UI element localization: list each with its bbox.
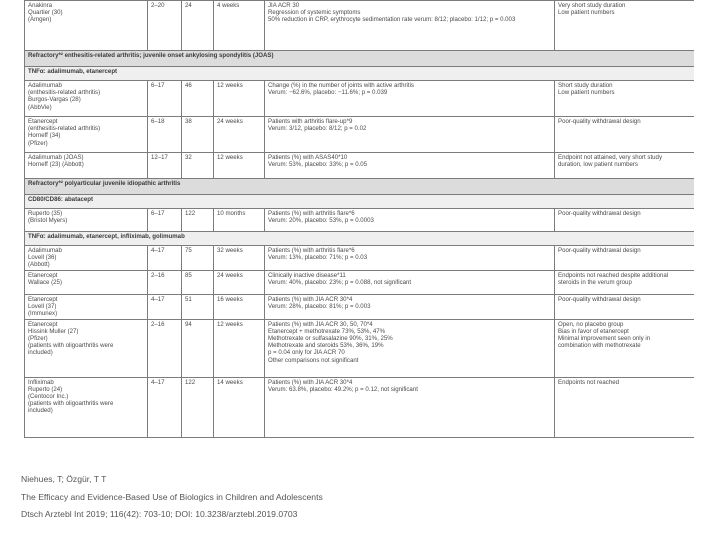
drug-line: Anakinra xyxy=(28,2,53,9)
endpoint-line: Patients (%) with JIA ACR 30*4 xyxy=(268,295,353,303)
citation-title: The Efficacy and Evidence-Based Use of Biologics in Children and Adolescents xyxy=(21,491,323,502)
remarks-line: Very short study duration xyxy=(558,2,626,9)
n-cell: 85 xyxy=(182,270,214,294)
remarks-line: Open, no placebo group xyxy=(558,320,624,328)
endpoint-line: Regression of systemic symptoms xyxy=(268,9,361,17)
duration-cell: 16 weeks xyxy=(214,294,265,319)
endpoint-cell xyxy=(265,81,555,117)
duration-cell: 24 weeks xyxy=(214,270,265,294)
age-cell: 4–17 xyxy=(148,246,182,271)
drug-line: (patients with oligoarthritis were xyxy=(28,400,114,408)
endpoint-line: Clinically inactive disease*11 xyxy=(268,271,346,279)
remarks-line: combination with methotrexate xyxy=(558,342,641,350)
duration-cell: 4 weeks xyxy=(214,1,265,51)
drug-line: Lovell (37) xyxy=(28,302,57,310)
drug-line: (Centocor Inc.) xyxy=(28,393,69,401)
n-cell: 51 xyxy=(182,294,214,319)
n-cell: 94 xyxy=(182,319,214,377)
drug-line: (Bristol Myers) xyxy=(28,217,68,225)
remarks-line: Low patient numbers xyxy=(558,89,615,97)
citation xyxy=(21,474,323,527)
duration-cell: 12 weeks xyxy=(214,153,265,179)
endpoint-line: Verum: 13%, placebo: 71%; p = 0.03 xyxy=(268,254,368,262)
endpoint-line: Patients (%) with arthritis flare*6 xyxy=(268,210,355,217)
table-row xyxy=(25,377,695,437)
subsection-header-row xyxy=(25,232,695,246)
drug-cell xyxy=(25,319,148,377)
drug-line: (Pfizer) xyxy=(28,139,48,147)
endpoint-line: Patients (%) with arthritis flare*6 xyxy=(268,247,355,254)
endpoint-line: Patients (%) with JIA ACR 30, 50, 70*4 xyxy=(268,320,373,328)
drug-line: Etanercept xyxy=(28,320,58,328)
age-cell: 6–17 xyxy=(148,209,182,232)
endpoint-line: JIA ACR 30 xyxy=(268,2,300,9)
endpoint-line: Change (%) in the number of joints with active arthritis xyxy=(268,82,414,89)
duration-cell: 14 weeks xyxy=(214,377,265,437)
citation-authors: Niehues, T; Özgür, T T xyxy=(21,474,107,484)
drug-cell xyxy=(25,209,148,232)
drug-line: (AbbVie) xyxy=(28,103,52,111)
endpoint-line: Etanercept + methotrexate 73%, 53%, 47% xyxy=(268,327,386,335)
drug-line: (Immunex) xyxy=(28,310,58,318)
drug-line: Etanercept xyxy=(28,295,58,303)
endpoint-line: Verum: 3/12, placebo: 8/12; p = 0.02 xyxy=(268,125,367,133)
remarks-line: Poor-quality withdrawal design xyxy=(558,295,641,303)
section-header: Refractory*² enthesitis-related arthritis; juvenile onset ankylosing spondylitis (JOAS) xyxy=(25,51,695,67)
n-cell: 24 xyxy=(182,1,214,51)
remarks-cell xyxy=(555,377,695,437)
duration-cell: 12 weeks xyxy=(214,319,265,377)
age-cell: 12–17 xyxy=(148,153,182,179)
drug-line: Quartier (30) xyxy=(28,9,63,17)
remarks-cell xyxy=(555,209,695,232)
age-cell: 6–17 xyxy=(148,81,182,117)
drug-line: (Abbott) xyxy=(28,261,50,269)
remarks-line: Endpoints not reached xyxy=(558,378,619,386)
table-row xyxy=(25,294,695,319)
drug-line: (Pfizer) xyxy=(28,335,48,343)
section-header: Refractory*² polyarticular juvenile idiopathic arthritis xyxy=(25,179,695,195)
biologics-trials-table xyxy=(24,0,694,438)
subsection-header: CD80/CD86: abatacept xyxy=(25,195,695,209)
endpoint-cell xyxy=(265,246,555,271)
remarks-line: Endpoint not attained, very short study xyxy=(558,154,662,161)
subsection-header-row xyxy=(25,195,695,209)
drug-line: Etanercept xyxy=(28,271,58,279)
remarks-line: duration, low patient numbers xyxy=(558,161,638,169)
table-row xyxy=(25,81,695,117)
remarks-line: Poor-quality withdrawal design xyxy=(558,210,641,217)
endpoint-cell xyxy=(265,319,555,377)
table-row xyxy=(25,153,695,179)
remarks-line: Minimal improvement seen only in xyxy=(558,335,651,343)
remarks-line: Poor-quality withdrawal design xyxy=(558,247,641,254)
endpoint-line: Other comparisons not significant xyxy=(268,356,359,364)
drug-line: included) xyxy=(28,349,53,357)
n-cell: 122 xyxy=(182,377,214,437)
drug-line: Hissink Muller (27) xyxy=(28,327,79,335)
drug-cell xyxy=(25,246,148,271)
remarks-cell xyxy=(555,270,695,294)
remarks-line: Poor-quality withdrawal design xyxy=(558,118,641,125)
endpoint-line: Verum: 53%, placebo: 33%; p = 0.05 xyxy=(268,161,368,169)
endpoint-line: 50% reduction in CRP, erythrocyte sedimentation rate verum: 8/12; placebo: 1/12; p = 0.003 xyxy=(268,16,516,24)
remarks-line: Endpoints not reached despite additional xyxy=(558,271,669,279)
remarks-line: Low patient numbers xyxy=(558,9,615,17)
n-cell: 38 xyxy=(182,117,214,153)
drug-line: Adalimumab xyxy=(28,82,62,89)
remarks-cell xyxy=(555,246,695,271)
endpoint-cell xyxy=(265,1,555,51)
drug-cell xyxy=(25,377,148,437)
drug-line: Horneff (23) (Abbott) xyxy=(28,161,84,169)
table-row xyxy=(25,117,695,153)
table-row xyxy=(25,246,695,271)
age-cell: 6–18 xyxy=(148,117,182,153)
drug-line: Etanercept xyxy=(28,118,58,125)
endpoint-cell xyxy=(265,209,555,232)
endpoint-line: Verum: −62.6%, placebo: −11.6%; p = 0.039 xyxy=(268,89,388,97)
subsection-header-row xyxy=(25,67,695,81)
endpoint-line: Patients (%) with ASAS40*10 xyxy=(268,154,348,161)
age-cell: 2–16 xyxy=(148,319,182,377)
endpoint-line: Verum: 40%, placebo: 23%; p = 0.088, not significant xyxy=(268,278,412,286)
section-header-row xyxy=(25,179,695,195)
drug-cell xyxy=(25,117,148,153)
duration-cell: 10 months xyxy=(214,209,265,232)
drug-line: Infliximab xyxy=(28,378,54,386)
table-row xyxy=(25,209,695,232)
endpoint-line: Methotrexate or sulfasalazine 90%, 31%, 25% xyxy=(268,335,393,343)
drug-line: Lovell (36) xyxy=(28,254,57,262)
remarks-cell xyxy=(555,1,695,51)
duration-cell: 12 weeks xyxy=(214,81,265,117)
drug-cell xyxy=(25,1,148,51)
endpoint-cell xyxy=(265,270,555,294)
citation-source: Dtsch Arztebl Int 2019; 116(42): 703-10; DOI: 10.3238/arztebl.2019.0703 xyxy=(21,509,298,519)
endpoint-line: Verum: 28%, placebo: 81%; p = 0.003 xyxy=(268,302,371,310)
endpoint-line: Patients (%) with JIA ACR 30*4 xyxy=(268,378,353,386)
n-cell: 75 xyxy=(182,246,214,271)
drug-line: (Amgen) xyxy=(28,16,52,24)
drug-line: (enthesitis-related arthritis) xyxy=(28,89,101,97)
drug-line: (patients with oligoarthritis were xyxy=(28,342,114,350)
drug-line: Wallace (25) xyxy=(28,278,62,286)
table-row xyxy=(25,319,695,377)
n-cell: 46 xyxy=(182,81,214,117)
drug-cell xyxy=(25,153,148,179)
endpoint-line: Verum: 63.8%, placebo: 49.2%; p = 0.12, not significant xyxy=(268,385,418,393)
drug-cell xyxy=(25,81,148,117)
subsection-header: TNFα: adalimumab, etanercept xyxy=(25,67,695,81)
subsection-header: TNFα: adalimumab, etanercept, infliximab, golimumab xyxy=(25,232,695,246)
remarks-cell xyxy=(555,319,695,377)
drug-line: Adalimumab (JOAS) xyxy=(28,154,84,161)
drug-cell xyxy=(25,270,148,294)
table-row xyxy=(25,270,695,294)
remarks-cell xyxy=(555,117,695,153)
n-cell: 122 xyxy=(182,209,214,232)
age-cell: 4–17 xyxy=(148,377,182,437)
remarks-cell xyxy=(555,294,695,319)
table-row xyxy=(25,1,695,51)
age-cell: 4–17 xyxy=(148,294,182,319)
drug-line: included) xyxy=(28,407,53,415)
endpoint-cell xyxy=(265,294,555,319)
section-header-row xyxy=(25,51,695,67)
drug-line: Horneff (34) xyxy=(28,132,61,140)
drug-cell xyxy=(25,294,148,319)
drug-line: Adalimumab xyxy=(28,247,62,254)
n-cell: 32 xyxy=(182,153,214,179)
duration-cell: 32 weeks xyxy=(214,246,265,271)
drug-line: Burgos-Vargas (28) xyxy=(28,96,81,104)
drug-line: Ruperto (35) xyxy=(28,210,63,217)
endpoint-line: p = 0.04 only for JIA ACR 70 xyxy=(268,349,345,357)
endpoint-cell xyxy=(265,117,555,153)
age-cell: 2–20 xyxy=(148,1,182,51)
endpoint-cell xyxy=(265,377,555,437)
endpoint-line: Verum: 20%, placebo: 53%, p = 0.0003 xyxy=(268,217,374,225)
remarks-cell xyxy=(555,81,695,117)
age-cell: 2–16 xyxy=(148,270,182,294)
endpoint-line: Patients with arthritis flare-up*9 xyxy=(268,118,353,125)
drug-line: (enthesitis-related arthritis) xyxy=(28,125,101,133)
remarks-line: Short study duration xyxy=(558,82,613,89)
remarks-line: steroids in the verum group xyxy=(558,278,632,286)
endpoint-line: Methotrexate and steroids 53%, 36%, 19% xyxy=(268,342,384,350)
duration-cell: 24 weeks xyxy=(214,117,265,153)
table-scan xyxy=(24,0,694,455)
remarks-cell xyxy=(555,153,695,179)
remarks-line: Bias in favor of etanercept xyxy=(558,327,629,335)
drug-line: Ruperto (24) xyxy=(28,385,63,393)
endpoint-cell xyxy=(265,153,555,179)
